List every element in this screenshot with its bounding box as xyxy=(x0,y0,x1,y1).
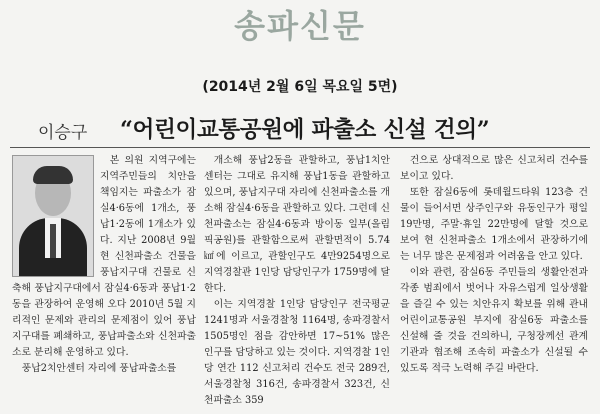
paragraph: 또한 잠실6동에 롯데월드타워 123층 건물이 들어서면 상주인구와 유동인구가 평일 19만명, 주말·휴일 22만명에 달할 것으로 보여 현 신천파출소 1개소에서 관장하기에는 너무 많은 문제점과 어려움을 안고 있다. xyxy=(400,187,588,262)
paragraph: 이와 관련, 잠실6동 주민들의 생활안전과 각종 범죄에서 벗어나 자유스럽게 일상생활을 즐길 수 있는 치안유지 확보를 위해 관내 어린이교통공원 부지에 잠실6동 파출소를 신설해 줄 것을 건의하니, 구청장께선 관계기관과 협조해 조속히 파출소가 신설될 수 있도록 적극 노력해 주길 바란다. xyxy=(400,267,588,374)
newspaper-masthead: 송파신문 xyxy=(234,7,366,45)
headline-row xyxy=(38,112,578,146)
author-photo xyxy=(12,155,94,277)
paragraph: 개소해 풍납2동을 관할하고, 풍납1치안센터는 그대로 유지해 풍납1동을 관할하고 있으며, 풍납지구대 자리에 신천파출소를 개소해 잠실4·6동을 관할하고 있다. 그런데 신천파출소는 잠실4·6동과 방이동 일부(올림픽공원)를 관할함으로써 관할면적이 5.74㎢에 이르고, 관할인구도 4만9254명으로 지역경찰관 1인당 담당인구가 1759명에 달한다. xyxy=(204,155,390,294)
headline-rule xyxy=(10,147,590,148)
article-column-3 xyxy=(400,153,588,377)
paragraph: 풍납2치안센터 자리에 풍납파출소를 xyxy=(21,363,177,374)
article-column-1 xyxy=(12,153,196,377)
author-name: 이승구 xyxy=(38,123,88,143)
article-headline: “어린이교통공원에 파출소 신설 건의” xyxy=(120,117,490,143)
paragraph: 본 의원 지역구에는 지역주민들의 치안을 책임지는 파출소가 잠실4·6동에 1개소, 풍납1·2동에 1개소가 있다. 지난 2008년 9월 현 신천파출소 건물을 풍납지구대 건물로 신축해 풍납지구대에서 잠실4·6동과 풍납1·2동을 관장하여 운영해 오다 2010년 5월 지리적인 문제와 관리의 문제점이 있어 풍납지구대를 폐쇄하고, 풍납파출소와 신천파출소로 분리해 운영하고 있다. xyxy=(12,155,196,358)
paragraph: 건으로 상대적으로 많은 신고처리 건수를 보이고 있다. xyxy=(400,155,588,182)
article-column-2 xyxy=(204,153,390,409)
paragraph: 이는 지역경찰 1인당 담당인구 전국평균 1241명과 서울경찰청 1164명, 송파경찰서 1505명인 점을 감안하면 17~51% 많은 인구를 담당하고 있는 것이다. 지역경찰 1인당 연간 112 신고처리 건수도 전국 289건, 서울경찰청 316건, 송파경찰서 323건, 신천파출소 359 xyxy=(204,299,390,406)
dateline: (2014년 2월 6일 목요일 5면) xyxy=(202,79,398,95)
